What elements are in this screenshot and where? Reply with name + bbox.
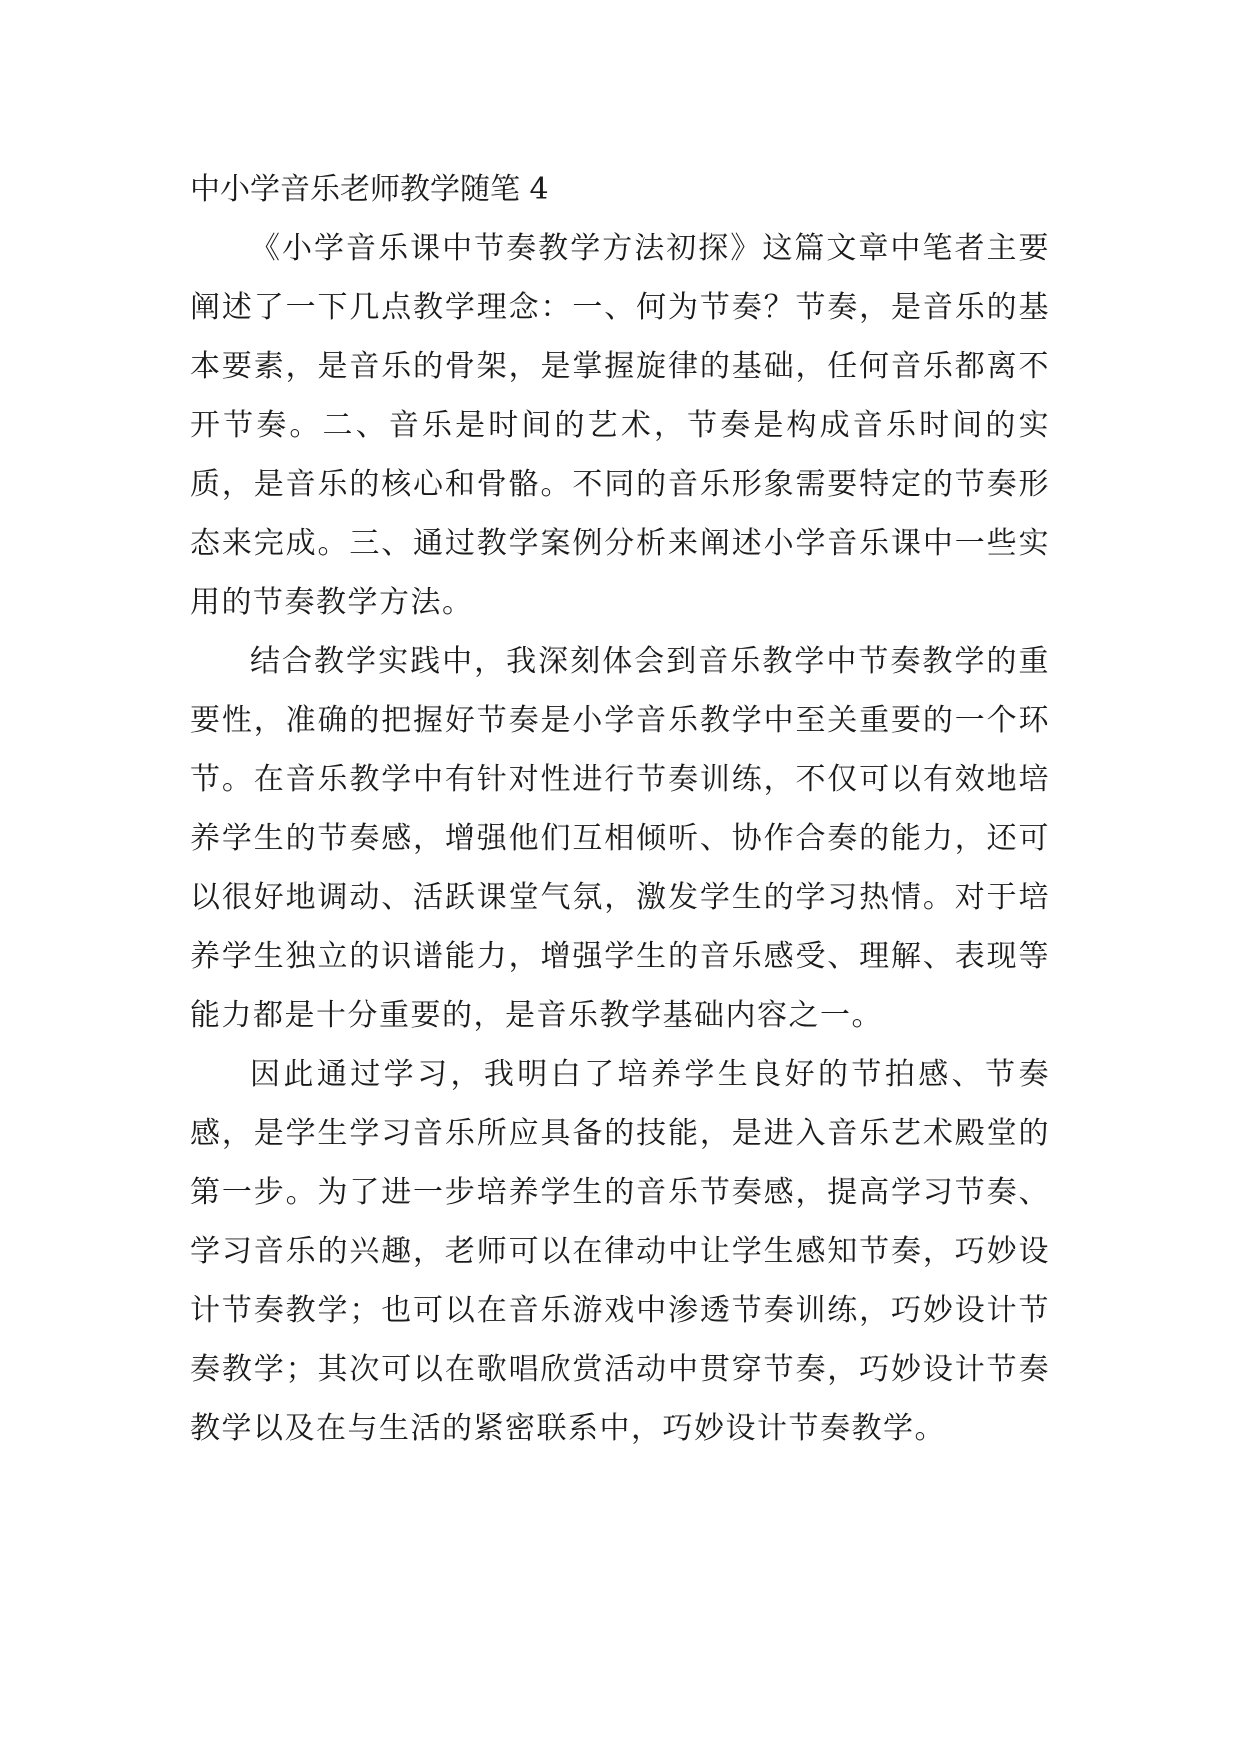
paragraph-2: 结合教学实践中，我深刻体会到音乐教学中节奏教学的重要性，准确的把握好节奏是小学音乐教学中至关重要的一个环节。在音乐教学中有针对性进行节奏训练，不仅可以有效地培养学生的节奏感，增强他们互相倾听、协作合奏的能力，还可以很好地调动、活跃课堂气氛，激发学生的学习热情。对于培养学生独立的识谱能力，增强学生的音乐感受、理解、表现等能力都是十分重要的，是音乐教学基础内容之一。	[190, 644, 1050, 1033]
paragraph-3: 因此通过学习，我明白了培养学生良好的节拍感、节奏感，是学生学习音乐所应具备的技能，是进入音乐艺术殿堂的第一步。为了进一步培养学生的音乐节奏感，提高学习节奏、学习音乐的兴趣，老师可以在律动中让学生感知节奏，巧妙设计节奏教学；也可以在音乐游戏中渗透节奏训练，巧妙设计节奏教学；其次可以在歌唱欣赏活动中贯穿节奏，巧妙设计节奏教学以及在与生活的紧密联系中，巧妙设计节奏教学。	[190, 1057, 1050, 1446]
document-page	[190, 160, 1050, 1458]
paragraph-1: 《小学音乐课中节奏教学方法初探》这篇文章中笔者主要阐述了一下几点教学理念：一、何为节奏？节奏，是音乐的基本要素，是音乐的骨架，是掌握旋律的基础，任何音乐都离不开节奏。二、音乐是时间的艺术，节奏是构成音乐时间的实质，是音乐的核心和骨骼。不同的音乐形象需要特定的节奏形态来完成。三、通过教学案例分析来阐述小学音乐课中一些实用的节奏教学方法。	[190, 231, 1050, 620]
document-title: 中小学音乐老师教学随笔 4	[190, 172, 549, 207]
